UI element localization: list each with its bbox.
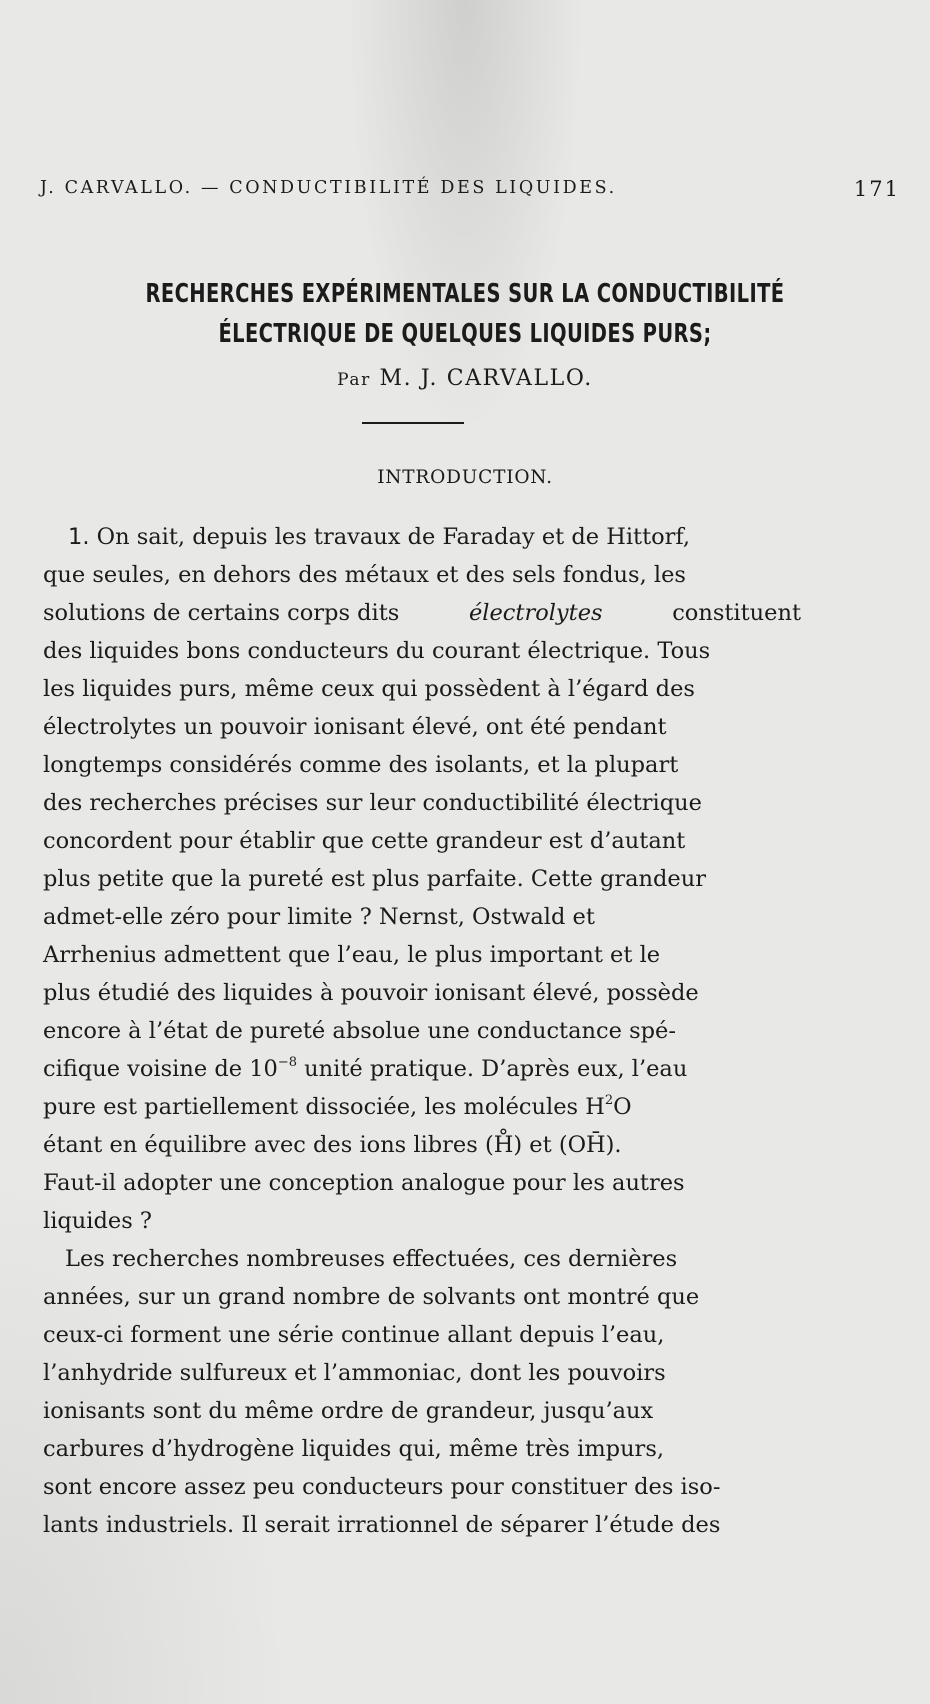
text-fragment: cifique voisine de [43,1056,243,1082]
author-prefix: Par [337,370,371,390]
paragraph-number: 1. [68,524,90,550]
text-fragment: constituent [672,600,801,626]
formula-h: H [585,1094,605,1120]
paragraph-1-line-1 [68,518,690,556]
text-line: que seules, en dehors des métaux et des sels fondus, les [43,562,686,588]
exponent: −8 [277,1055,298,1070]
title-rule [362,422,464,424]
text-line: concordent pour établir que cette grandeur est d’autant [43,828,686,854]
text-line: l’anhydride sulfureux et l’ammoniac, dont les pouvoirs [43,1360,666,1386]
text-fragment: étant en équilibre avec des ions libres [43,1132,478,1158]
text-line: encore à l’état de pureté absolue une conductance spé- [43,1018,676,1044]
text-line: admet-elle zéro pour limite ? Nernst, Ostwald et [43,904,595,930]
article-title-line-1: RECHERCHES EXPÉRIMENTALES SUR LA CONDUCTIBILITÉ [145,279,785,309]
text-line: liquides ? [43,1208,152,1234]
formula-o: O [613,1094,632,1120]
author-name: M. J. CARVALLO. [379,366,593,391]
paragraph-1-line-17 [43,1050,687,1088]
text-line: des recherches précises sur leur conductibilité électrique [43,790,702,816]
text-line: sont encore assez peu conducteurs pour constituer des iso- [43,1474,721,1500]
ion-h: (H̊) [484,1132,523,1158]
text-line: plus étudié des liquides à pouvoir ionisant élevé, possède [43,980,699,1006]
text-line: carbures d’hydrogène liquides qui, même très impurs, [43,1436,665,1462]
text-line: Arrhenius admettent que l’eau, le plus important et le [43,942,661,968]
section-title: INTRODUCTION. [377,467,553,488]
text-line: les liquides purs, même ceux qui possèdent à l’égard des [43,676,695,702]
text-line: longtemps considérés comme des isolants, et la plupart [43,752,679,778]
text-line: années, sur un grand nombre de solvants ont montré que [43,1284,700,1310]
page-number: 171 [853,177,900,201]
text-line: ceux-ci forment une série continue allant depuis l’eau, [43,1322,665,1348]
paragraph-1-line-19 [43,1126,622,1164]
paragraph-1-line-3 [43,594,801,632]
text-line: Les recherches nombreuses effectuées, ces dernières [65,1246,678,1272]
text-fragment: et [529,1132,552,1158]
paragraph-1-line-18 [43,1088,632,1126]
formula-subscript: 2 [604,1093,614,1108]
text-fragment: pure est partiellement dissociée, les molécules [43,1094,579,1120]
article-title-line-2: ÉLECTRIQUE DE QUELQUES LIQUIDES PURS; [218,319,712,349]
text-line: plus petite que la pureté est plus parfaite. Cette grandeur [43,866,706,892]
author-line [0,366,930,391]
running-title: J. CARVALLO. — CONDUCTIBILITÉ DES LIQUIDES. [40,178,617,198]
text-line: électrolytes un pouvoir ionisant élevé, ont été pendant [43,714,667,740]
italic-term: électrolytes [468,600,603,626]
text-line: Faut-il adopter une conception analogue pour les autres [43,1170,685,1196]
text-line: lants industriels. Il serait irrationnel de séparer l’étude des [43,1512,721,1538]
text-fragment: solutions de certains corps dits [43,600,400,626]
text-line: des liquides bons conducteurs du courant électrique. Tous [43,638,711,664]
exponent-base: 10 [249,1056,278,1082]
text-line: On sait, depuis les travaux de Faraday et de Hittorf, [96,524,691,550]
text-fragment: unité pratique. D’après eux, l’eau [304,1056,688,1082]
running-head [40,177,900,201]
article-title [116,274,814,354]
ion-oh: (OH̄). [558,1132,622,1158]
text-line: ionisants sont du même ordre de grandeur, jusqu’aux [43,1398,654,1424]
